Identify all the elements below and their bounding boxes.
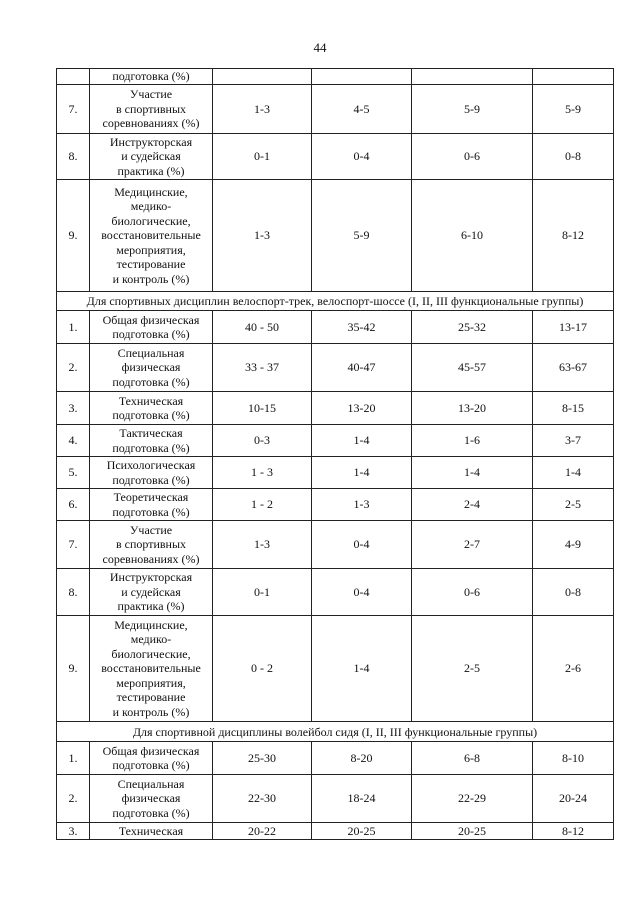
value-cell-stage-1: 20-22 (213, 823, 312, 840)
value-cell-stage-2: 0-4 (312, 134, 412, 180)
row-number: 5. (57, 457, 90, 489)
value-cell-stage-3: 1-4 (412, 457, 533, 489)
table-row (57, 180, 614, 292)
value-cell-stage-1: 0-1 (213, 134, 312, 180)
row-number: 2. (57, 344, 90, 392)
table-row (57, 311, 614, 344)
value-cell-stage-4 (533, 69, 614, 85)
row-number: 2. (57, 775, 90, 823)
row-number: 9. (57, 180, 90, 292)
row-number: 1. (57, 311, 90, 344)
row-label: Психологическая подготовка (%) (90, 457, 213, 489)
value-cell-stage-1: 0 - 2 (213, 616, 312, 722)
row-label: Тактическая подготовка (%) (90, 425, 213, 457)
value-cell-stage-3: 13-20 (412, 392, 533, 425)
row-number: 3. (57, 823, 90, 840)
section-header-row (57, 722, 614, 742)
row-label: Участие в спортивных соревнованиях (%) (90, 521, 213, 569)
table-row (57, 85, 614, 134)
value-cell-stage-3: 1-6 (412, 425, 533, 457)
table-row (57, 134, 614, 180)
row-number: 9. (57, 616, 90, 722)
table-row (57, 425, 614, 457)
section-header-row (57, 292, 614, 311)
row-label: Общая физическая подготовка (%) (90, 742, 213, 775)
value-cell-stage-4: 8-10 (533, 742, 614, 775)
row-label: Медицинские, медико- биологические, восстановительные мероприятия, тестирование и контроль (%) (90, 616, 213, 722)
value-cell-stage-2: 13-20 (312, 392, 412, 425)
value-cell-stage-3: 0-6 (412, 569, 533, 616)
value-cell-stage-3: 2-7 (412, 521, 533, 569)
value-cell-stage-1: 40 - 50 (213, 311, 312, 344)
row-number: 4. (57, 425, 90, 457)
value-cell-stage-4: 8-15 (533, 392, 614, 425)
row-number: 7. (57, 521, 90, 569)
value-cell-stage-2: 35-42 (312, 311, 412, 344)
value-cell-stage-1: 22-30 (213, 775, 312, 823)
row-number: 1. (57, 742, 90, 775)
value-cell-stage-1: 1-3 (213, 85, 312, 134)
row-label: Инструкторская и судейская практика (%) (90, 569, 213, 616)
value-cell-stage-2: 1-4 (312, 425, 412, 457)
table-row (57, 823, 614, 840)
row-label: Техническая (90, 823, 213, 840)
row-label: Специальная физическая подготовка (%) (90, 344, 213, 392)
value-cell-stage-4: 20-24 (533, 775, 614, 823)
table-body (57, 69, 614, 840)
row-number (57, 69, 90, 85)
row-label: Техническая подготовка (%) (90, 392, 213, 425)
row-label: Общая физическая подготовка (%) (90, 311, 213, 344)
value-cell-stage-3: 22-29 (412, 775, 533, 823)
section-title: Для спортивных дисциплин велоспорт-трек, велоспорт-шоссе (I, II, III функциональные группы) (57, 292, 614, 311)
value-cell-stage-4: 5-9 (533, 85, 614, 134)
table-row (57, 69, 614, 85)
value-cell-stage-4: 4-9 (533, 521, 614, 569)
row-number: 6. (57, 489, 90, 521)
value-cell-stage-4: 13-17 (533, 311, 614, 344)
table-row (57, 775, 614, 823)
value-cell-stage-4: 0-8 (533, 569, 614, 616)
row-number: 8. (57, 134, 90, 180)
value-cell-stage-4: 8-12 (533, 823, 614, 840)
value-cell-stage-3: 6-8 (412, 742, 533, 775)
value-cell-stage-3: 5-9 (412, 85, 533, 134)
value-cell-stage-2: 40-47 (312, 344, 412, 392)
row-label: Специальная физическая подготовка (%) (90, 775, 213, 823)
value-cell-stage-2: 1-4 (312, 457, 412, 489)
value-cell-stage-2: 18-24 (312, 775, 412, 823)
value-cell-stage-2: 0-4 (312, 521, 412, 569)
value-cell-stage-3: 0-6 (412, 134, 533, 180)
value-cell-stage-3: 25-32 (412, 311, 533, 344)
row-label: Участие в спортивных соревнованиях (%) (90, 85, 213, 134)
value-cell-stage-1: 0-3 (213, 425, 312, 457)
row-label: подготовка (%) (90, 69, 213, 85)
value-cell-stage-1: 33 - 37 (213, 344, 312, 392)
row-label: Инструкторская и судейская практика (%) (90, 134, 213, 180)
row-number: 8. (57, 569, 90, 616)
value-cell-stage-3: 45-57 (412, 344, 533, 392)
table-row (57, 344, 614, 392)
page-number: 44 (313, 40, 327, 55)
value-cell-stage-1: 10-15 (213, 392, 312, 425)
value-cell-stage-3: 2-4 (412, 489, 533, 521)
value-cell-stage-2: 1-4 (312, 616, 412, 722)
table-row (57, 569, 614, 616)
value-cell-stage-1: 1 - 2 (213, 489, 312, 521)
value-cell-stage-3 (412, 69, 533, 85)
value-cell-stage-2 (312, 69, 412, 85)
value-cell-stage-2: 5-9 (312, 180, 412, 292)
value-cell-stage-2: 1-3 (312, 489, 412, 521)
value-cell-stage-1: 0-1 (213, 569, 312, 616)
value-cell-stage-2: 8-20 (312, 742, 412, 775)
value-cell-stage-3: 6-10 (412, 180, 533, 292)
value-cell-stage-1: 1 - 3 (213, 457, 312, 489)
value-cell-stage-4: 1-4 (533, 457, 614, 489)
value-cell-stage-4: 3-7 (533, 425, 614, 457)
row-number: 3. (57, 392, 90, 425)
table-row (57, 392, 614, 425)
table-row (57, 457, 614, 489)
value-cell-stage-4: 63-67 (533, 344, 614, 392)
value-cell-stage-3: 20-25 (412, 823, 533, 840)
value-cell-stage-1: 25-30 (213, 742, 312, 775)
row-label: Теоретическая подготовка (%) (90, 489, 213, 521)
training-ratio-table (56, 68, 614, 840)
table-row (57, 521, 614, 569)
row-label: Медицинские, медико- биологические, восстановительные мероприятия, тестирование и контроль (%) (90, 180, 213, 292)
value-cell-stage-4: 0-8 (533, 134, 614, 180)
value-cell-stage-4: 2-5 (533, 489, 614, 521)
table-row (57, 742, 614, 775)
value-cell-stage-2: 20-25 (312, 823, 412, 840)
value-cell-stage-2: 0-4 (312, 569, 412, 616)
value-cell-stage-4: 8-12 (533, 180, 614, 292)
value-cell-stage-1 (213, 69, 312, 85)
value-cell-stage-3: 2-5 (412, 616, 533, 722)
table-row (57, 616, 614, 722)
row-number: 7. (57, 85, 90, 134)
value-cell-stage-4: 2-6 (533, 616, 614, 722)
value-cell-stage-2: 4-5 (312, 85, 412, 134)
value-cell-stage-1: 1-3 (213, 521, 312, 569)
section-title: Для спортивной дисциплины волейбол сидя (I, II, III функциональные группы) (57, 722, 614, 742)
table-row (57, 489, 614, 521)
value-cell-stage-1: 1-3 (213, 180, 312, 292)
